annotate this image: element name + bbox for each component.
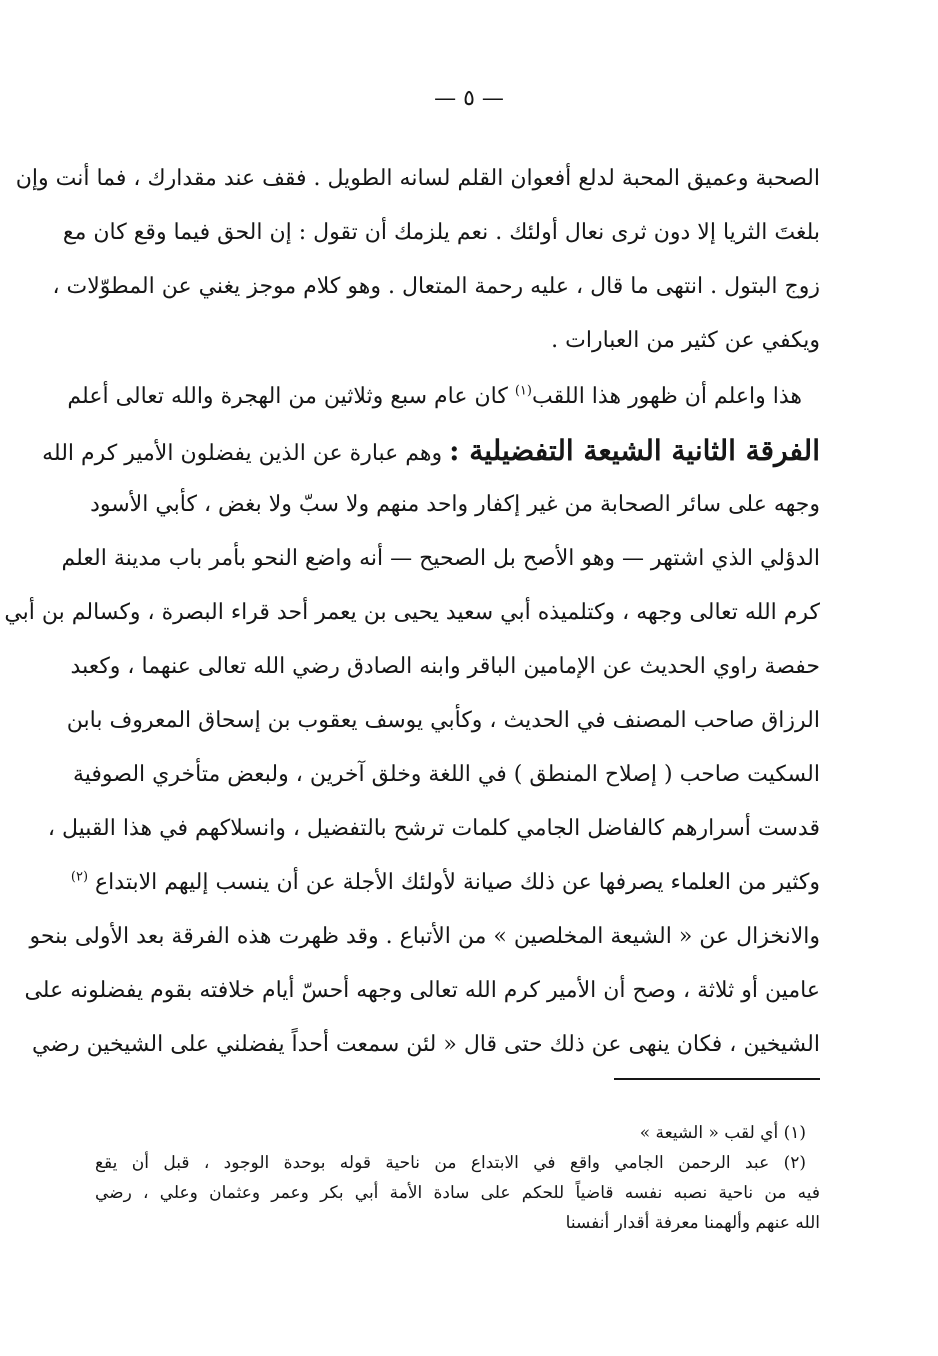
section-heading: الفرقة الثانية الشيعة التفضيلية : <box>449 434 820 467</box>
footnote-ref-2: (٢) <box>70 869 89 885</box>
footnote-separator <box>614 1078 820 1080</box>
footnote-2-line: الله عنهم وألهمنا معرفة أقدار أنفسنا <box>565 1213 820 1233</box>
footnote-ref-1: (١) <box>514 383 532 399</box>
text-line: وجهه على سائر الصحابة من غير إكفار واحد منهم ولا سبّ ولا بغض ، كأبي الأسود <box>90 492 820 517</box>
text-line-with-footnote <box>70 856 820 910</box>
footnote-1: (١) أي لقب « الشيعة » <box>639 1123 806 1143</box>
text-span: هذا واعلم أن ظهور هذا اللقب <box>531 384 802 409</box>
footnotes <box>95 1118 820 1238</box>
text-line: الدؤلي الذي اشتهر — وهو الأصح بل الصحيح — أنه واضع النحو بأمر باب مدينة العلم <box>61 546 820 571</box>
paragraph-start-line <box>67 370 820 424</box>
section-heading-line <box>42 424 820 478</box>
text-line: كرم الله تعالى وجهه ، وكتلميذه أبي سعيد يحيى بن يعمر أحد قراء البصرة ، وكسالم بن أبي <box>4 600 820 625</box>
text-line: قدست أسرارهم كالفاضل الجامي كلمات ترشح بالتفضيل ، وانسلاكهم في هذا القبيل ، <box>47 816 820 841</box>
text-span: وكثير من العلماء يصرفها عن ذلك صيانة لأولئك الأجلة عن أن ينسب إليهم الابتداع <box>95 870 820 895</box>
text-span: وهم عبارة عن الذين يفضلون الأمير كرم الله <box>42 441 443 466</box>
text-line: الرزاق صاحب المصنف في الحديث ، وكأبي يوسف يعقوب بن إسحاق المعروف بابن <box>66 708 820 733</box>
text-line: عامين أو ثلاثة ، وصح أن الأمير كرم الله تعالى وجهه أحسّ أيام خلافته بقوم يفضلونه على <box>24 978 820 1003</box>
text-line: ويكفي عن كثير من العبارات . <box>551 328 820 353</box>
text-span: والله تعالى أعلم <box>67 384 214 409</box>
text-line: السكيت صاحب ( إصلاح المنطق ) في اللغة وخلق آخرين ، ولبعض متأخري الصوفية <box>72 762 820 787</box>
footnote-2-line: فيه من ناحية نصبه نفسه قاضياً للحكم على سادة الأمة أبي بكر وعمر وعثمان وعلي ، رضي <box>95 1183 820 1203</box>
text-line: والانخزال عن « الشيعة المخلصين » من الأتباع . وقد ظهرت هذه الفرقة بعد الأولى بنحو <box>29 924 820 949</box>
text-line: الشيخين ، فكان ينهى عن ذلك حتى قال « لئن سمعت أحداً يفضلني على الشيخين رضي <box>31 1032 820 1057</box>
text-line: حفصة راوي الحديث عن الإمامين الباقر وابنه الصادق رضي الله تعالى عنهما ، وكعبد <box>70 654 820 679</box>
main-text <box>4 152 820 1072</box>
text-line: الصحبة وعميق المحبة لدلع أفعوان القلم لسانه الطويل . فقف عند مقدارك ، فما أنت وإن <box>15 166 820 191</box>
text-line: بلغتَ الثريا إلا دون ثرى نعال أولئك . نعم يلزمك أن تقول : إن الحق فيما وقع كان مع <box>62 220 820 245</box>
text-line: زوج البتول . انتهى ما قال ، عليه رحمة المتعال . وهو كلام موجز يغني عن المطوّلات ، <box>52 274 820 299</box>
text-span: كان عام سبع وثلاثين من الهجرة <box>220 384 508 409</box>
footnote-2-line: (٢) عبد الرحمن الجامي واقع في الابتداع من ناحية قوله بوحدة الوجود ، قبل أن يقع <box>95 1153 806 1173</box>
page-number: — ٥ — <box>434 86 504 111</box>
